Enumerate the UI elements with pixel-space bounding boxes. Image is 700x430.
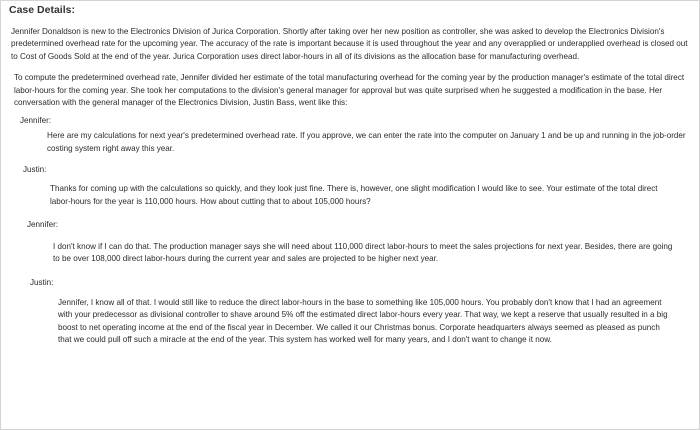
case-details-heading: Case Details: (9, 4, 75, 16)
dialogue-text: Thanks for coming up with the calculations so quickly, and they look just fine. There is, however, one slight modification I would like to see. Your estimate of the total direct labor-hours for the year is 110,000 hours. How about cutting that to about 105,000 hours? (50, 184, 658, 206)
speaker-label-jennifer: Jennifer: (27, 220, 59, 230)
speaker-label-justin: Justin: (30, 277, 54, 287)
speaker-label-justin: Justin: (23, 165, 47, 175)
dialogue-text: I don't know if I can do that. The production manager says she will need about 110,000 direct labor-hours to meet the sales projections for next year. Besides, there are going to be over 108,000 direct labor-hours during the current year and sales are projected to be higher next year. (53, 242, 673, 264)
intro-paragraph: Jennifer Donaldson is new to the Electronics Division of Jurica Corporation. Shortly after taking over her new position as controller, she was asked to develop the Electronics Division's predetermined overhead rate for the upcoming year. The accuracy of the rate is important because it is used throughout the year and any overapplied or underapplied overhead is closed out to Cost of Goods Sold at the end of the year. Jurica Corporation uses direct labor-hours in all of its divisions as the allocation base for manufacturing overhead. (11, 27, 688, 61)
dialogue-text: Jennifer, I know all of that. I would still like to reduce the direct labor-hours in the base to something like 105,000 hours. You probably don't know that I had an agreement with your predecessor as divisional controller to shave around 5% off the estimated direct labor-hours every year. That way, we kept a reserve that usually resulted in a big boost to net operating income at the end of the fiscal year in December. We called it our Christmas bonus. Corporate headquarters always seemed as pleased as punch that we could pull off such a miracle at the end of the year. This system has worked well for many years, and I don't want to change it now. (58, 297, 668, 345)
speaker-label-jennifer: Jennifer: (20, 116, 52, 126)
context-paragraph: To compute the predetermined overhead rate, Jennifer divided her estimate of the total manufacturing overhead for the coming year by the production manager's estimate of the total direct labor-hours for the coming year. She took her computations to the division's general manager for approval but was quite surprised when he suggested a modification in the base. Her conversation with the general manager of the Electronics Division, Justin Bass, went like this: (14, 73, 685, 108)
dialogue-text: Here are my calculations for next year's predetermined overhead rate. If you approve, we can enter the rate into the computer on January 1 and be up and running in the job-order costing system right away this year. (47, 131, 686, 153)
